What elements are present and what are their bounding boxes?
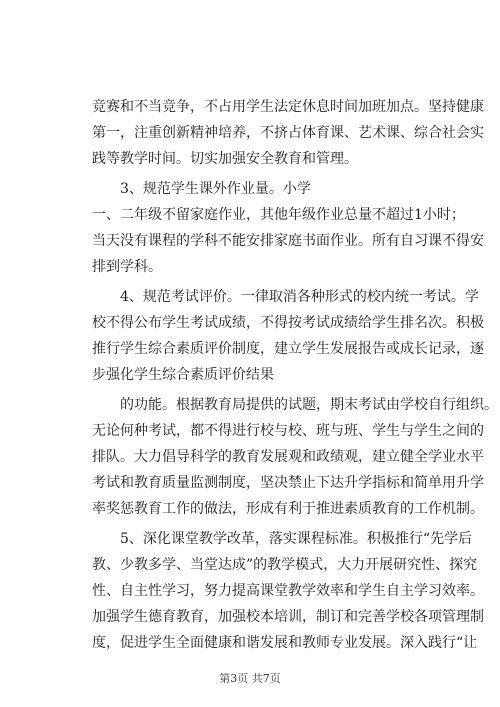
page-number-footer: 第3页 共7页 bbox=[219, 672, 281, 685]
paragraph-line: 推行学生综合素质评价制度，建立学生发展报告或成长记录，逐 bbox=[92, 341, 484, 357]
paragraph-line: 教、少教多学、当堂达成”的教学模式，大力开展研究性、探究 bbox=[92, 557, 478, 573]
paragraph-line: 践等教学时间。切实加强安全教育和管理。 bbox=[92, 151, 358, 167]
paragraph-line: 率奖惩教育工作的做法，形成有利于推进素质教育的工作机制。 bbox=[92, 501, 484, 517]
paragraph-line: 加强学生德育教育，加强校本培训，制订和完善学校各项管理制 bbox=[92, 609, 484, 625]
paragraph-line: 校不得公布学生考试成绩，不得按考试成绩给学生排名次。积极 bbox=[92, 315, 484, 331]
paragraph-line: 的功能。根据教育局提供的试题，期末考试由学校自行组织。 bbox=[120, 397, 498, 413]
paragraph-line: 性、自主性学习，努力提高课堂教学效率和学生自主学习效率。 bbox=[92, 583, 484, 599]
paragraph-line: 考试和教育质量监测制度，坚决禁止下达升学指标和简单用升学 bbox=[92, 475, 484, 491]
paragraph-line: 步强化学生综合素质评价结果 bbox=[92, 367, 274, 383]
paragraph-line: 一、二年级不留家庭作业，其他年级作业总量不超过1小时； bbox=[92, 207, 465, 223]
paragraph-line: 竞赛和不当竞争，不占用学生法定休息时间加班加点。坚持健康 bbox=[92, 99, 484, 115]
paragraph-line: 无论何种考试，都不得进行校与校、班与班、学生与学生之间的 bbox=[92, 423, 484, 439]
paragraph-line: 排队。大力倡导科学的教育发展观和政绩观，建立健全学业水平 bbox=[92, 449, 484, 465]
paragraph-line: 排到学科。 bbox=[92, 259, 162, 275]
paragraph-line: 第一，注重创新精神培养，不挤占体育课、艺术课、综合社会实 bbox=[92, 125, 484, 141]
section-heading-4: 4、规范考试评价。一律取消各种形式的校内统一考试。学 bbox=[120, 289, 479, 305]
section-heading-3: 3、规范学生课外作业量。小学 bbox=[120, 181, 311, 197]
paragraph-line: 当天没有课程的学科不能安排家庭书面作业。所有自习课不得安 bbox=[92, 233, 484, 249]
document-body bbox=[92, 94, 498, 656]
section-heading-5: 5、深化课堂教学改革，落实课程标准。积极推行“先学后 bbox=[120, 531, 473, 547]
paragraph-line: 度，促进学生全面健康和谐发展和教师专业发展。深入践行“让 bbox=[92, 635, 478, 651]
